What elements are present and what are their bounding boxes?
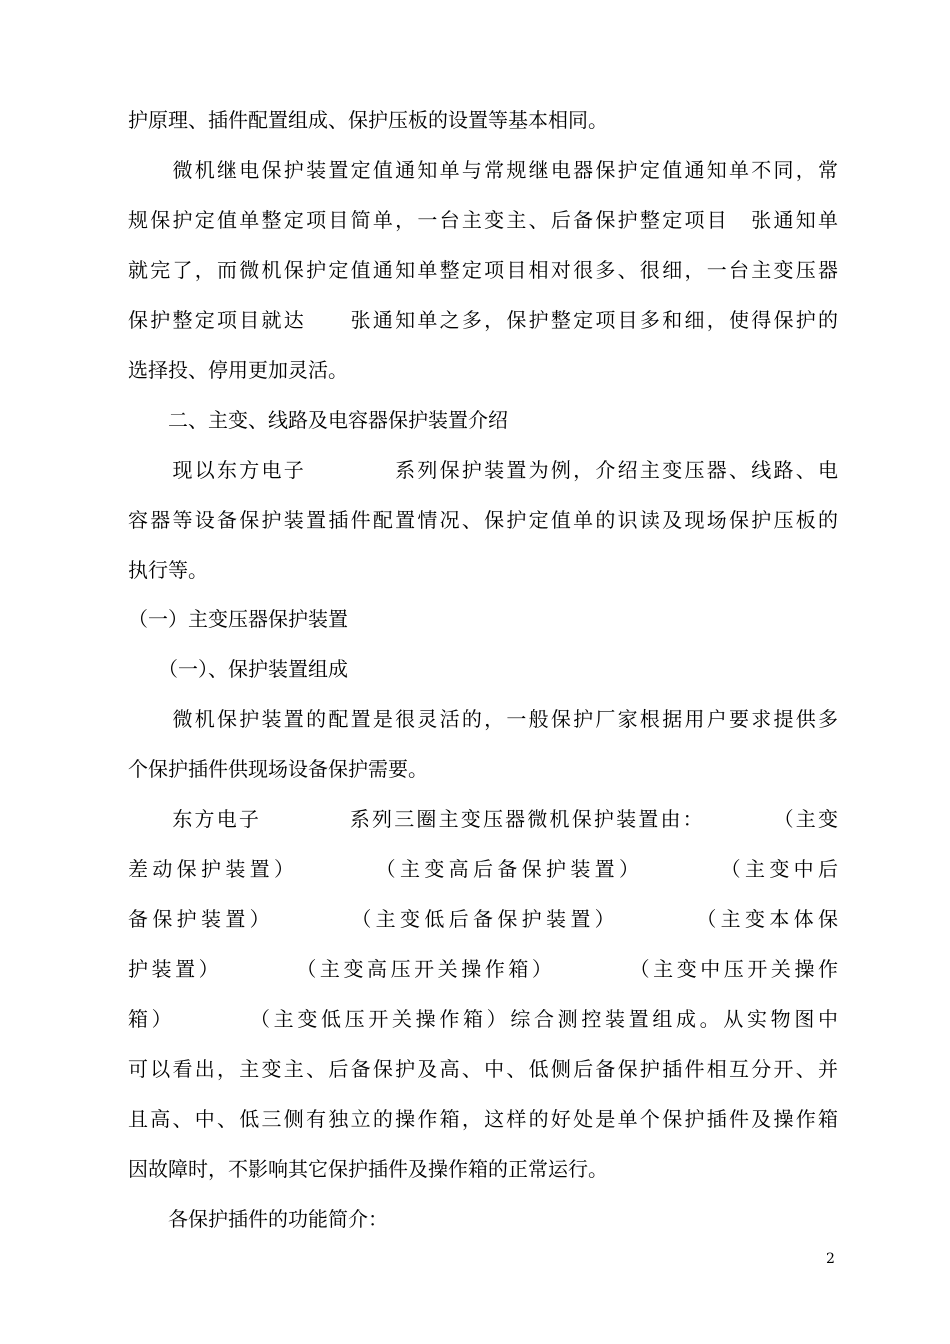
subsection-heading: （一）、保护装置组成 [128,657,348,681]
text-line: 微机继电保护装置定值通知单与常规继电器保护定值通知单不同，常 [128,158,838,182]
text-line: 因故障时，不影响其它保护插件及操作箱的正常运行。 [128,1157,608,1181]
text-line: 护装置） （主变高压开关操作箱） （主变中压开关操作 [128,957,838,981]
text-line: 护原理、插件配置组成、保护压板的设置等基本相同。 [128,108,608,132]
page-number: 2 [826,1251,835,1267]
text-line: 保护整定项目就达 张通知单之多，保护整定项目多和细，使得保护的 [128,308,838,332]
text-line: 且高、中、低三侧有独立的操作箱，这样的好处是单个保护插件及操作箱 [128,1107,838,1131]
text-line: 选择投、停用更加灵活。 [128,358,348,382]
text-line: 东方电子 系列三圈主变压器微机保护装置由： （主变 [128,807,838,831]
text-line: 现以东方电子 系列保护装置为例，介绍主变压器、线路、电 [128,458,838,482]
section-heading: 二、主变、线路及电容器保护装置介绍 [128,408,508,432]
text-line: 执行等。 [128,558,208,582]
text-line: 规保护定值单整定项目简单，一台主变主、后备保护整定项目 张通知单 [128,208,838,232]
text-line: 微机保护装置的配置是很灵活的，一般保护厂家根据用户要求提供多 [128,707,838,731]
text-line: 可以看出，主变主、后备保护及高、中、低侧后备保护插件相互分开、并 [128,1057,838,1081]
text-line: 箱） （主变低压开关操作箱）综合测控装置组成。从实物图中 [128,1007,838,1031]
subsection-heading: （一）主变压器保护装置 [128,607,348,631]
text-line: 差动保护装置） （主变高后备保护装置） （主变中后 [128,857,838,881]
text-line: 备保护装置） （主变低后备保护装置） （主变本体保 [128,907,838,931]
text-line: 就完了，而微机保护定值通知单整定项目相对很多、很细，一台主变压器 [128,258,838,282]
text-line: 容器等设备保护装置插件配置情况、保护定值单的识读及现场保护压板的 [128,508,838,532]
text-line: 个保护插件供现场设备保护需要。 [128,757,428,781]
text-line: 各保护插件的功能简介： [128,1207,388,1231]
